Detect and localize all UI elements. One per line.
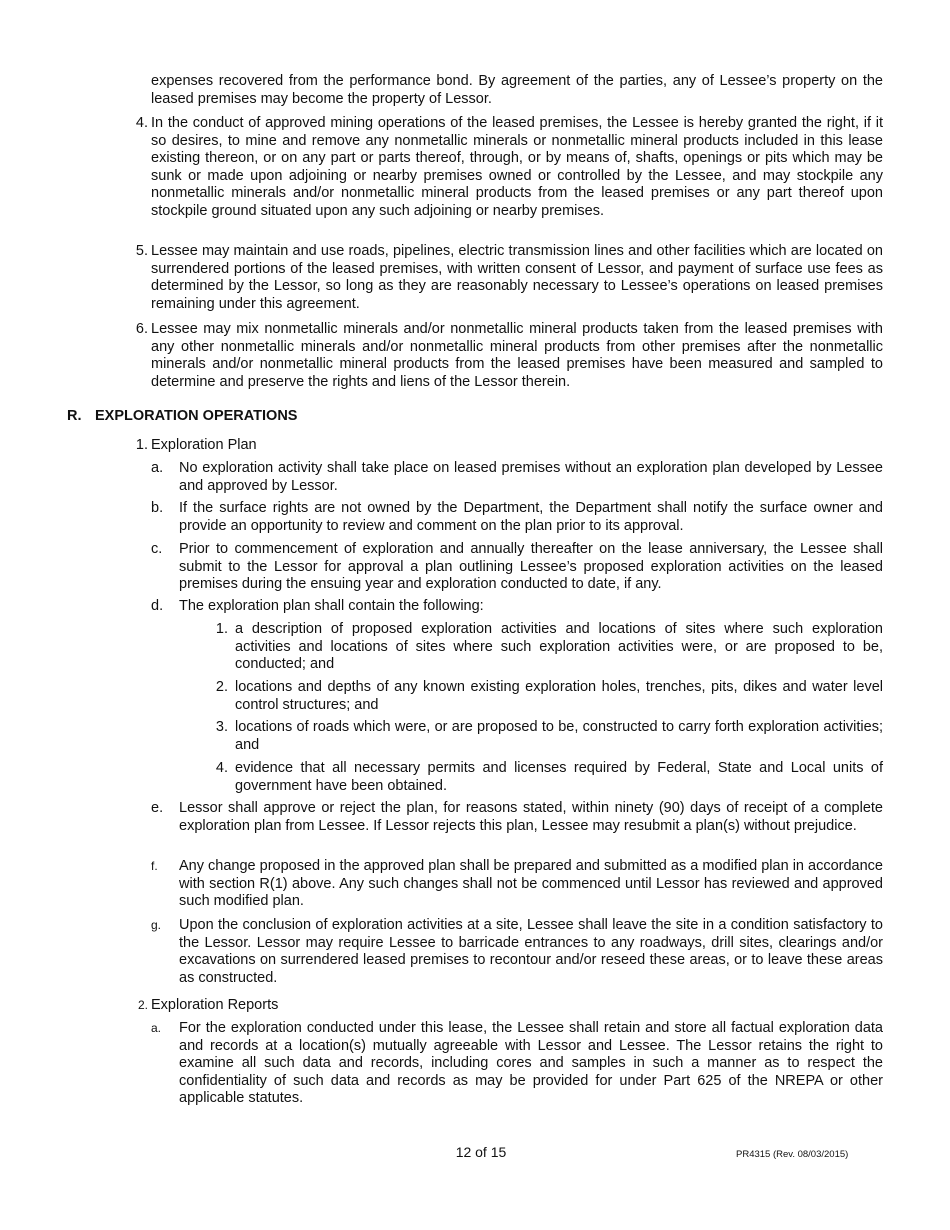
item-letter: g. <box>151 918 162 932</box>
item-text: Upon the conclusion of exploration activities at a site, Lessee shall leave the site in a condition satisfactory to the Lessor. Lessor may require Lessee to barricade entrances to any roadways, drill sites, clearings and/or excavations on surrendered leased premises to recontour and/or reseed these areas, or to leave these areas as constructed. <box>179 917 883 986</box>
content-text: locations of roads which were, or are proposed to be, constructed to carry forth exploration activities; and <box>235 719 883 753</box>
item-letter: a. <box>151 460 164 476</box>
numbered-item-6 <box>135 321 883 391</box>
subsection-exploration-plan <box>135 437 257 455</box>
content-text: locations and depths of any known existing exploration holes, trenches, pits, dikes and water level control structures; and <box>235 679 883 713</box>
reports-item-a <box>151 1020 883 1108</box>
plan-item-d <box>151 598 883 616</box>
content-text: a description of proposed exploration activities and locations of sites where such exploration activities and locations of sites where such exploration activities were, or are proposed to be, conducted; and <box>235 621 883 672</box>
plan-content-1 <box>215 621 883 674</box>
plan-content-4 <box>215 760 883 795</box>
plan-content-3 <box>215 719 883 754</box>
plan-item-c <box>151 541 883 594</box>
content-number: 1. <box>215 621 228 637</box>
form-revision: PR4315 (Rev. 08/03/2015) <box>736 1149 849 1160</box>
content-text: evidence that all necessary permits and licenses required by Federal, State and Local units of government have been obtained. <box>235 760 883 794</box>
item-number: 5. <box>135 243 148 259</box>
section-letter: R. <box>67 408 82 424</box>
subsection-number: 1. <box>135 437 148 453</box>
subsection-exploration-reports <box>137 997 279 1015</box>
item-text: Lessee may mix nonmetallic minerals and/or nonmetallic mineral products taken from the leased premises with any other nonmetallic minerals and/or nonmetallic mineral products from other premises after the nonmetallic minerals and/or nonmetallic mineral products from the leased premises have been measured and sampled to determine and preserve the rights and liens of the Lessor therein. <box>151 321 883 390</box>
item-text: If the surface rights are not owned by the Department, the Department shall notify the surface owner and provide an opportunity to review and comment on the plan prior to its approval. <box>179 500 883 534</box>
numbered-item-4 <box>135 115 883 220</box>
item-letter: c. <box>151 541 163 557</box>
content-number: 4. <box>215 760 228 776</box>
section-title: EXPLORATION OPERATIONS <box>95 408 298 424</box>
item-text: No exploration activity shall take place on leased premises without an exploration plan developed by Lessee and approved by Lessor. <box>179 460 883 494</box>
item-text: Prior to commencement of exploration and annually thereafter on the lease anniversary, the Lessee shall submit to the Lessor for approval a plan outlining Lessee’s proposed exploration activities on the leased premises during the ensuing year and exploration conducted to date, if any. <box>179 541 883 592</box>
subsection-title: Exploration Plan <box>151 437 257 453</box>
item-letter: b. <box>151 500 164 516</box>
plan-item-e <box>151 800 883 835</box>
item-text: The exploration plan shall contain the following: <box>179 598 484 614</box>
subsection-title: Exploration Reports <box>151 997 279 1013</box>
subsection-number: 2. <box>137 998 148 1012</box>
item-number: 6. <box>135 321 148 337</box>
item-text: In the conduct of approved mining operations of the leased premises, the Lessee is hereby granted the right, if it so desires, to mine and remove any nonmetallic minerals or nonmetallic mineral products included in this lease existing thereon, or on any part or parts thereof, through, or by means of, shafts, openings or pits which may be sunk or made upon adjoining or nearby premises owned or controlled by the Lessee, and may stockpile any nonmetallic minerals and/or nonmetallic mineral products from the leased premises or any part thereof upon stockpile ground situated upon any such adjoining or nearby premises. <box>151 115 883 219</box>
item-letter: f. <box>151 859 158 873</box>
item-text: Any change proposed in the approved plan shall be prepared and submitted as a modified plan in accordance with section R(1) above. Any such changes shall not be commenced until Lessor has reviewed and approved such modified plan. <box>179 858 883 909</box>
plan-content-2 <box>215 679 883 714</box>
item-text: For the exploration conducted under this lease, the Lessee shall retain and store all factual exploration data and records at a location(s) mutually agreeable with Lessor and Lessee. The Lessor retains the right to examine all such data and records, including cores and samples in such a manner as to respect the confidentiality of such data and records as may be provided for under Part 625 of the NREPA or other applicable statutes. <box>179 1020 883 1106</box>
plan-item-f <box>151 858 883 911</box>
item-letter: a. <box>151 1021 162 1035</box>
plan-item-a <box>151 460 883 495</box>
continuation-paragraph: expenses recovered from the performance bond. By agreement of the parties, any of Lessee’s property on the leased premises may become the property of Lessor. <box>151 73 883 107</box>
content-number: 3. <box>215 719 228 735</box>
item-text: Lessee may maintain and use roads, pipelines, electric transmission lines and other facilities which are located on surrendered portions of the leased premises, with written consent of Lessor, and payment of surface use fees as determined by the Lessor, so long as they are reasonably necessary to Lessee’s operations on leased premises remaining under this agreement. <box>151 243 883 312</box>
content-number: 2. <box>215 679 228 695</box>
numbered-item-5 <box>135 243 883 313</box>
page-number: 12 of 15 <box>455 1144 507 1160</box>
item-number: 4. <box>135 115 148 131</box>
section-heading <box>67 408 297 426</box>
item-text: Lessor shall approve or reject the plan, for reasons stated, within ninety (90) days of receipt of a complete exploration plan from Lessee. If Lessor rejects this plan, Lessee may resubmit a plan(s) without prejudice. <box>179 800 883 834</box>
plan-item-g <box>151 917 883 987</box>
item-letter: d. <box>151 598 164 614</box>
item-letter: e. <box>151 800 164 816</box>
plan-item-b <box>151 500 883 535</box>
